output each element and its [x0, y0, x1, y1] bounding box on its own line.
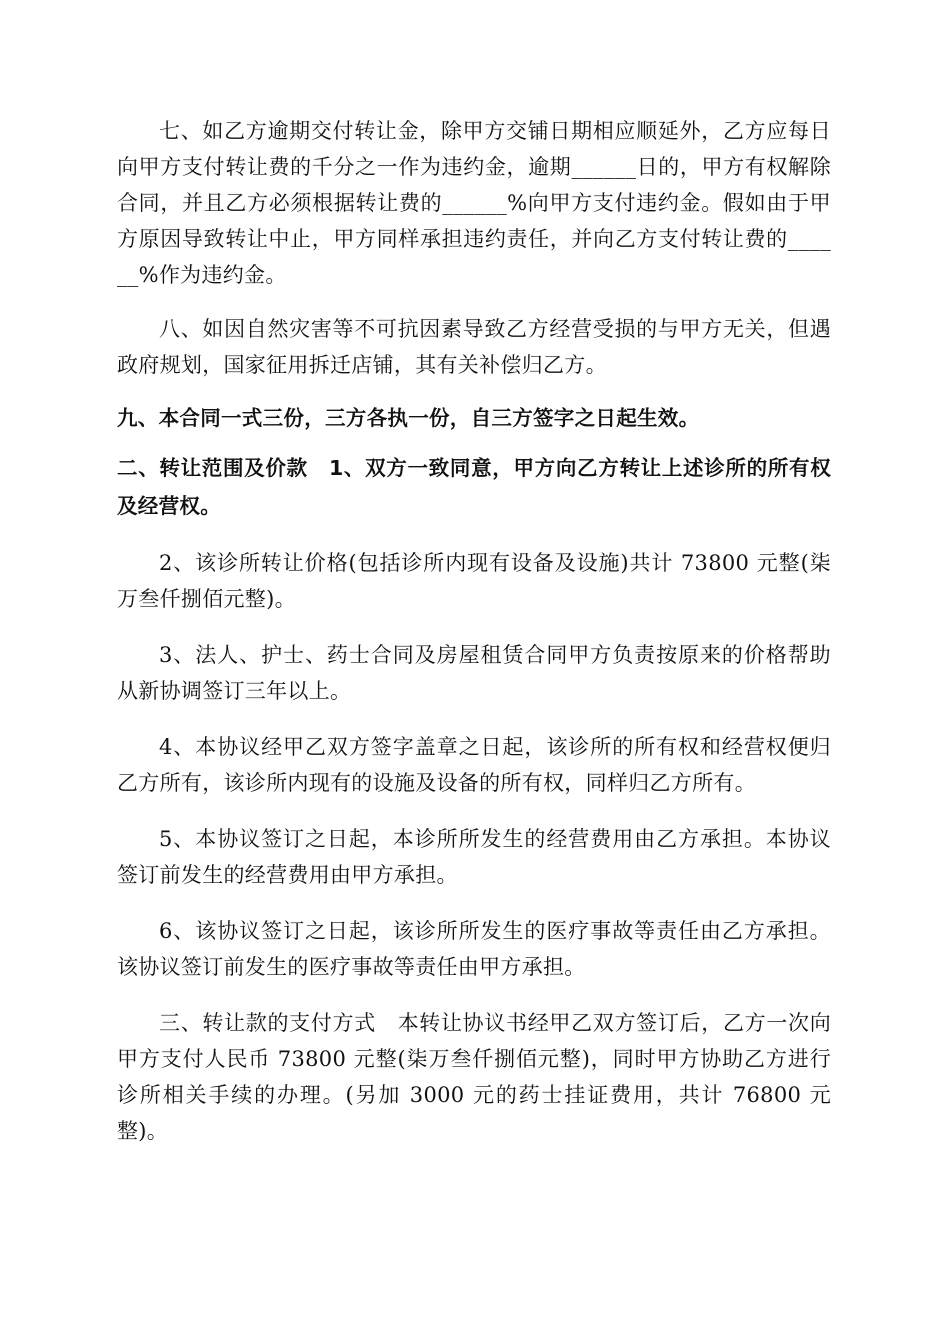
clause-9-paragraph: 九、本合同一式三份，三方各执一份，自三方签字之日起生效。: [117, 406, 700, 430]
section-3-paragraph: 三、转让款的支付方式 本转让协议书经甲乙双方签订后，乙方一次向甲方支付人民币 73800 元整(柒万叁仟捌佰元整)，同时甲方协助乙方进行诊所相关手续的办理。(另加 3000 元的药士挂证费用，共计 76800 元整)。: [117, 1011, 831, 1143]
section-2-item-3: 3、法人、护士、药士合同及房屋租赁合同甲方负责按原来的价格帮助从新协调签订三年以上。: [117, 643, 831, 703]
clause-8-paragraph: 八、如因自然灾害等不可抗因素导致乙方经营受损的与甲方无关，但遇政府规划，国家征用拆迁店铺，其有关补偿归乙方。: [117, 317, 831, 377]
section-2-item-2: 2、该诊所转让价格(包括诊所内现有设备及设施)共计 73800 元整(柒万叁仟捌佰元整)。: [117, 551, 831, 611]
clause-7-paragraph: 七、如乙方逾期交付转让金，除甲方交铺日期相应顺延外，乙方应每日向甲方支付转让费的千分之一作为违约金，逾期______日的，甲方有权解除合同，并且乙方必须根据转让费的______%向甲方支付违约金。假如由于甲方原因导致转让中止，甲方同样承担违约责任，并向乙方支付转让费的______%作为违约金。: [117, 119, 831, 287]
section-2-heading: 二、转让范围及价款 1、双方一致同意，甲方向乙方转让上述诊所的所有权及经营权。: [117, 456, 831, 518]
document-body: [117, 113, 831, 1149]
section-2-item-4: 4、本协议经甲乙双方签字盖章之日起，该诊所的所有权和经营权便归乙方所有，该诊所内现有的设施及设备的所有权，同样归乙方所有。: [117, 735, 831, 795]
section-2-item-6: 6、该协议签订之日起，该诊所所发生的医疗事故等责任由乙方承担。该协议签订前发生的医疗事故等责任由甲方承担。: [117, 919, 831, 979]
section-2-item-5: 5、本协议签订之日起，本诊所所发生的经营费用由乙方承担。本协议签订前发生的经营费用由甲方承担。: [117, 827, 831, 887]
